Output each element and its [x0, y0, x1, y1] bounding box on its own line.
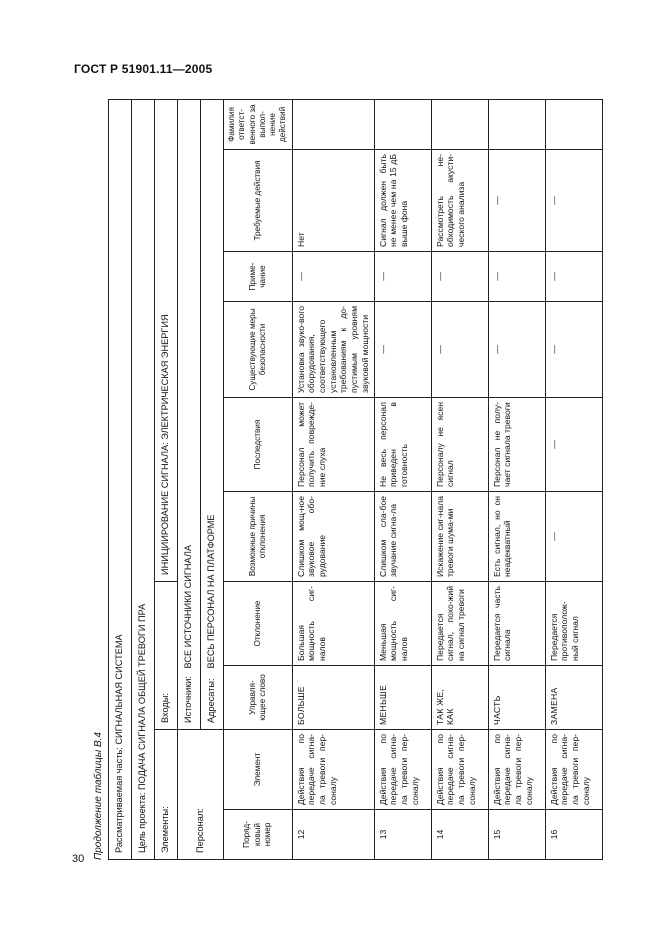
note-cell: — — [545, 252, 602, 302]
element-cell: Действия по передаче сигна-ла тревоги пер-соналу — [545, 730, 602, 810]
column-header: Фамилия ответст-венного за выпол-нение действий — [224, 99, 293, 149]
causes-cell: Слишком сла-бое звучание сигна-ла — [374, 492, 431, 582]
header-elements-row — [155, 99, 178, 859]
considered-part-value: СИГНАЛЬНАЯ СИСТЕМА — [114, 634, 125, 745]
guideword-cell: ЗАМЕНА — [545, 666, 602, 730]
safeguards-cell: Установка звуко-вого оборудования, соответствующего установленным требованиям к до-пустимым уровням звуковой мощности — [292, 302, 374, 398]
consequences-cell: Не весь персонал приведен в готовность — [374, 398, 431, 492]
elements-label: Элементы: — [155, 730, 178, 860]
column-header: Отклонение — [224, 582, 293, 666]
safeguards-cell: — — [374, 302, 431, 398]
column-header: Возможные причины отклонения — [224, 492, 293, 582]
row-number: 16 — [545, 810, 602, 860]
note-cell: — — [431, 252, 488, 302]
deviation-cell: Передается часть сигнала — [488, 582, 545, 666]
page-number: 30 — [72, 853, 85, 865]
safeguards-cell: — — [431, 302, 488, 398]
table-row — [545, 99, 602, 859]
document-title: ГОСТ Р 51901.11—2005 — [74, 62, 213, 76]
table-row — [431, 99, 488, 859]
consequences-cell: Персоналу не ясен сигнал — [431, 398, 488, 492]
row-number: 13 — [374, 810, 431, 860]
causes-cell: Слишком мощ-ное звуковое обо-рудование — [292, 492, 374, 582]
hazop-table — [108, 99, 603, 860]
element-cell: Действия по передаче сигна-ла тревоги пер-соналу — [292, 730, 374, 810]
column-header: Приме-чание — [224, 252, 293, 302]
deviation-cell: Передается сигнал, похо-жий на сигнал тревоги — [431, 582, 488, 666]
actions-cell: Нет — [292, 150, 374, 252]
column-header-row — [224, 99, 293, 859]
row-number: 14 — [431, 810, 488, 860]
responsible-cell — [292, 99, 374, 149]
consequences-cell: — — [545, 398, 602, 492]
guideword-cell: ТАК ЖЕ, КАК — [431, 666, 488, 730]
header-considered-part — [109, 99, 132, 859]
actions-cell: — — [545, 150, 602, 252]
deviation-cell: Большая мощность сиг-налов — [292, 582, 374, 666]
consequences-cell: Персонал не полу-чает сигнала тревоги — [488, 398, 545, 492]
responsible-cell — [431, 99, 488, 149]
safeguards-cell: — — [488, 302, 545, 398]
considered-part-label: Рассматриваемая часть: — [114, 747, 125, 853]
responsible-cell — [374, 99, 431, 149]
sources-label: Источники: — [183, 676, 194, 723]
note-cell: — — [488, 252, 545, 302]
deviation-cell: Передается противополож-ный сигнал — [545, 582, 602, 666]
element-cell: Действия по передаче сигна-ла тревоги пер-соналу — [488, 730, 545, 810]
causes-cell: Искажение сиг-нала тревоги шума-ми — [431, 492, 488, 582]
guideword-cell: БОЛЬШЕ — [292, 666, 374, 730]
causes-cell: Есть сигнал, но он неадекватный — [488, 492, 545, 582]
project-goal-value: ПОДАЧА СИГНАЛА ОБЩЕЙ ТРЕВОГИ ПРА — [137, 603, 148, 790]
table-row — [374, 99, 431, 859]
rotated-table-area — [90, 100, 591, 860]
element-cell: Действия по передаче сигна-ла тревоги пер-соналу — [431, 730, 488, 810]
actions-cell: — — [488, 150, 545, 252]
table-continuation-caption: Продолжение таблицы В.4 — [93, 732, 104, 860]
sources-value: ВСЕ ИСТОЧНИКИ СИГНАЛА — [183, 545, 194, 669]
addressees-value: ВЕСЬ ПЕРСОНАЛ НА ПЛАТФОРМЕ — [206, 514, 217, 669]
note-cell: — — [374, 252, 431, 302]
project-goal-label: Цель проекта: — [137, 792, 148, 853]
personnel-label: Персонал: — [178, 730, 224, 860]
column-header: Управля-ющее слово — [224, 666, 293, 730]
table-row — [488, 99, 545, 859]
row-number: 15 — [488, 810, 545, 860]
header-project-goal — [132, 99, 155, 859]
guideword-cell: МЕНЬШЕ — [374, 666, 431, 730]
column-header: Поряд-ковый номер — [224, 810, 293, 860]
deviation-cell: Меньшая мощность сиг-налов — [374, 582, 431, 666]
actions-cell: Сигнал должен быть не менее чем на 15 дБ выше фона — [374, 150, 431, 252]
causes-cell: — — [545, 492, 602, 582]
column-header: Существующие меры безопасности — [224, 302, 293, 398]
consequences-cell: Персонал может получить поврежде-ние слуха — [292, 398, 374, 492]
note-cell: — — [292, 252, 374, 302]
inputs-label: Входы: — [155, 582, 178, 730]
column-header: Требуемые действия — [224, 150, 293, 252]
responsible-cell — [545, 99, 602, 149]
column-header: Элемент — [224, 730, 293, 810]
element-cell: Действия по передаче сигна-ла тревоги пер-соналу — [374, 730, 431, 810]
addressees-label: Адресаты: — [206, 678, 217, 723]
header-sources-row — [178, 99, 201, 859]
actions-cell: Рассмотреть не-обходимость акусти-ческого анализа — [431, 150, 488, 252]
inputs-value: ИНИЦИИРОВАНИЕ СИГНАЛА: ЭЛЕКТРИЧЕСКАЯ ЭНЕРГИЯ — [155, 99, 178, 581]
responsible-cell — [488, 99, 545, 149]
row-number: 12 — [292, 810, 374, 860]
guideword-cell: ЧАСТЬ — [488, 666, 545, 730]
column-header: Последствия — [224, 398, 293, 492]
safeguards-cell: — — [545, 302, 602, 398]
table-row — [292, 99, 374, 859]
